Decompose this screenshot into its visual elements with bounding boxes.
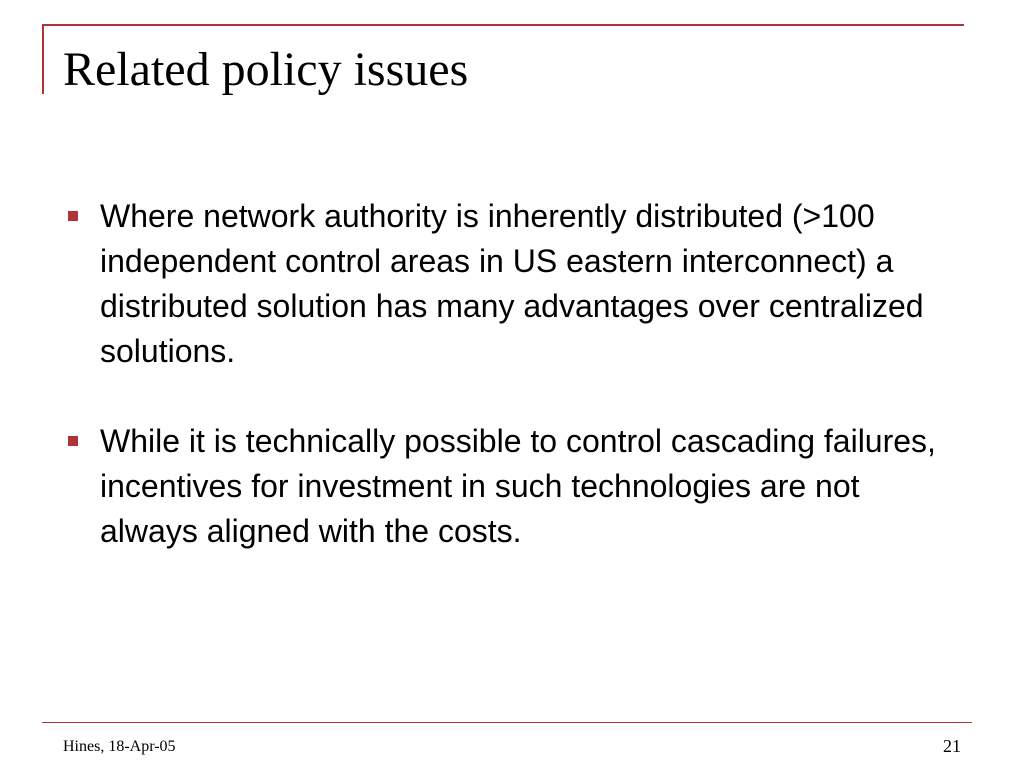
bullet-item bbox=[60, 419, 940, 554]
footer-author-date: Hines, 18-Apr-05 bbox=[63, 738, 176, 755]
slide-title: Related policy issues bbox=[63, 43, 469, 96]
footer-rule bbox=[42, 722, 972, 723]
page-number: 21 bbox=[943, 736, 961, 756]
square-bullet-icon bbox=[68, 211, 78, 221]
bullet-text: While it is technically possible to control cascading failures, incentives for investment in such technologies are not always aligned with the costs. bbox=[100, 423, 936, 549]
square-bullet-icon bbox=[68, 436, 78, 446]
accent-left-rule bbox=[42, 24, 44, 94]
bullet-item bbox=[60, 194, 940, 374]
bullet-text: Where network authority is inherently distributed (>100 independent control areas in US eastern interconnect) a distributed solution has many advantages over centralized solutions. bbox=[100, 198, 924, 369]
bullet-list bbox=[60, 194, 940, 599]
accent-top-rule bbox=[42, 24, 964, 26]
